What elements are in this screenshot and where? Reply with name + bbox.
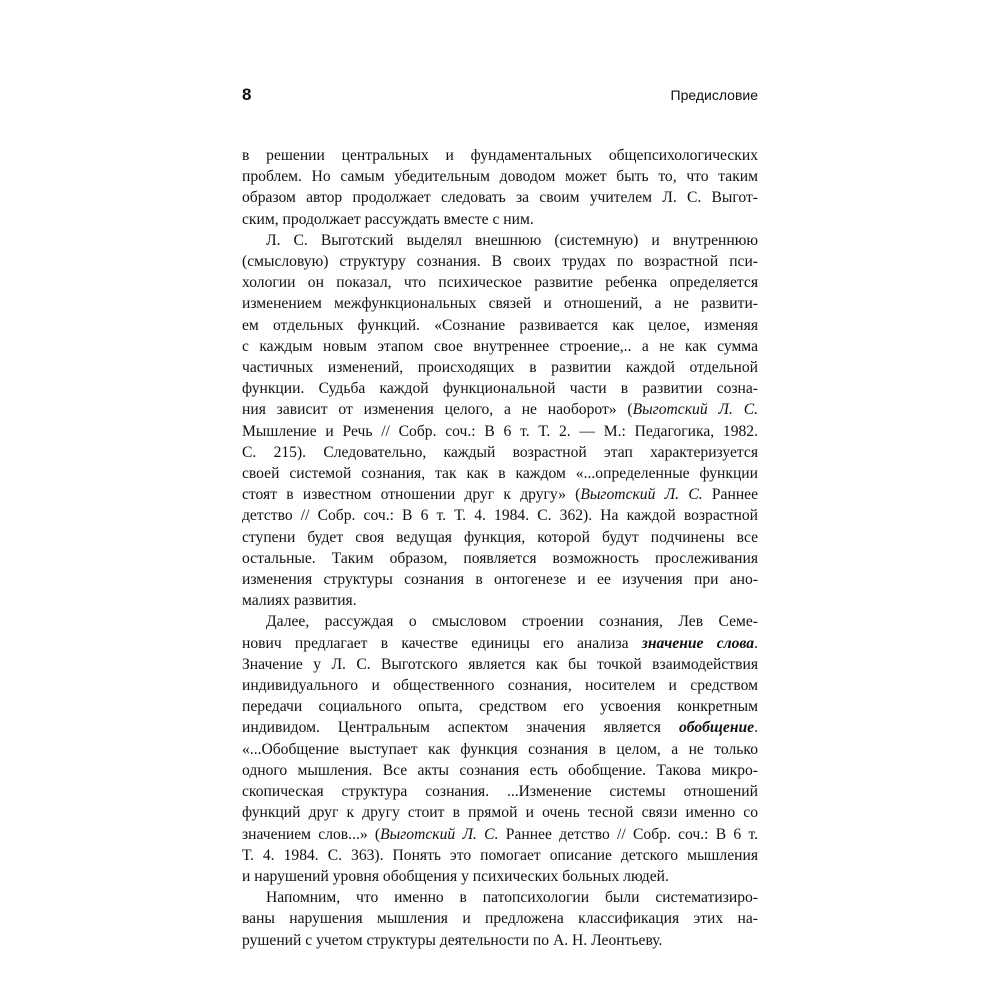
text-run: ступени будет своя ведущая функция, которой будут подчинены все xyxy=(242,528,758,546)
text-line xyxy=(242,336,758,357)
text-run: Далее, рассуждая о смысловом строении сознания, Лев Семе- xyxy=(266,613,758,631)
text-run: Значение у Л. С. Выготского является как бы точкой взаимодействия xyxy=(242,655,758,673)
text-line xyxy=(242,739,758,760)
text-line xyxy=(242,230,758,251)
text-line xyxy=(242,442,758,463)
text-run: значением слов...» ( xyxy=(242,825,381,843)
text-run: изменения структуры сознания в онтогенезе и ее изучения при ано- xyxy=(242,571,758,589)
page-header xyxy=(242,84,758,106)
text-line xyxy=(242,357,758,378)
body-text xyxy=(242,145,758,951)
running-title: Предисловие xyxy=(670,87,758,103)
text-run: «...Обобщение выступает как функция сознания в целом, а не только xyxy=(242,740,758,758)
text-run: в решении центральных и фундаментальных общепсихологических xyxy=(242,147,758,164)
text-run: функции. Судьба каждой функциональной части в развитии созна- xyxy=(242,380,758,398)
text-run: С. 215). Следовательно, каждый возрастной этап характеризуется xyxy=(242,443,758,461)
page-number: 8 xyxy=(242,85,252,104)
text-run: частичных изменений, происходящих в развитии каждой отдельной xyxy=(242,359,758,377)
text-run: нович предлагает в качестве единицы его анализа xyxy=(242,634,642,652)
text-line xyxy=(242,293,758,314)
text-line xyxy=(242,802,758,823)
text-run: индивидом. Центральным аспектом значения является xyxy=(242,719,679,737)
text-run: стоят в известном отношении друг к другу» ( xyxy=(242,486,581,504)
text-run: Раннее детство // Собр. соч.: В 6 т. xyxy=(498,825,759,843)
text-run: остальные. Таким образом, появляется возможность прослеживания xyxy=(242,549,758,567)
text-run: хологии он показал, что психическое развитие ребенка определяется xyxy=(242,274,758,292)
emphasized-text: Выготский Л. С. xyxy=(380,825,499,843)
text-line xyxy=(242,930,758,951)
text-line xyxy=(242,505,758,526)
text-run: функций друг к другу стоит в прямой и очень тесной связи именно со xyxy=(242,804,758,822)
text-line xyxy=(242,251,758,272)
text-line xyxy=(242,760,758,781)
text-run: ем отдельных функций. «Сознание развивается как целое, изменяя xyxy=(242,316,758,334)
emphasized-text: значение слова xyxy=(641,634,755,652)
text-run: индивидуального и общественного сознания, носителем и средством xyxy=(242,677,758,695)
text-line xyxy=(242,654,758,675)
text-line xyxy=(242,611,758,632)
text-line xyxy=(242,378,758,399)
text-line xyxy=(242,484,758,505)
text-line xyxy=(242,908,758,929)
text-run: передачи социального опыта, средством его усвоения конкретным xyxy=(242,698,758,716)
text-run: Напомним, что именно в патопсихологии были систематизиро- xyxy=(266,889,758,907)
text-run: ским, продолжает рассуждать вместе с ним. xyxy=(242,210,534,228)
text-run: . xyxy=(754,634,758,652)
text-line xyxy=(242,696,758,717)
text-line xyxy=(242,824,758,845)
text-line xyxy=(242,590,758,611)
text-run: одного мышления. Все акты сознания есть обобщение. Такова микро- xyxy=(242,761,758,779)
text-run: малиях развития. xyxy=(242,592,357,610)
text-run: ваны нарушения мышления и предложена классификация этих на- xyxy=(242,910,758,928)
text-run: ния зависит от изменения целого, а не наоборот» ( xyxy=(242,401,633,419)
text-line xyxy=(242,845,758,866)
text-run: проблем. Но самым убедительным доводом может быть то, что таким xyxy=(242,168,758,186)
text-line xyxy=(242,569,758,590)
text-run: (смысловую) структуру сознания. В своих трудах по возрастной пси- xyxy=(242,253,758,271)
text-run: изменением межфункциональных связей и отношений, а не развити- xyxy=(242,295,758,313)
text-line xyxy=(242,187,758,208)
text-line xyxy=(242,781,758,802)
text-run: образом автор продолжает следовать за своим учителем Л. С. Выгот- xyxy=(242,189,758,207)
text-run: Раннее xyxy=(702,486,759,504)
text-line xyxy=(242,166,758,187)
text-run: Л. С. Выготский выделял внешнюю (системную) и внутреннюю xyxy=(266,231,758,249)
text-line xyxy=(242,633,758,654)
emphasized-text: Выготский Л. С. xyxy=(632,401,759,419)
emphasized-text: обобщение xyxy=(678,719,755,737)
text-line xyxy=(242,527,758,548)
text-run: с каждым новым этапом свое внутреннее строение,.. а не как сумма xyxy=(242,337,758,355)
text-line xyxy=(242,463,758,484)
text-run: детство // Собр. соч.: В 6 т. Т. 4. 1984. С. 362). На каждой возрастной xyxy=(242,507,758,525)
emphasized-text: Выготский Л. С. xyxy=(580,486,703,504)
text-line xyxy=(242,399,758,420)
text-run: скопическая структура сознания. ...Изменение системы отношений xyxy=(242,783,758,801)
text-line xyxy=(242,209,758,230)
text-run: своей системой сознания, так как в каждом «...определенные функции xyxy=(242,465,758,483)
text-line xyxy=(242,548,758,569)
text-line xyxy=(242,272,758,293)
text-run: . xyxy=(754,719,758,737)
text-line xyxy=(242,675,758,696)
text-line xyxy=(242,421,758,442)
text-run: Т. 4. 1984. С. 363). Понять это помогает описание детского мышления xyxy=(242,846,758,864)
text-line xyxy=(242,145,758,166)
text-run: и нарушений уровня обобщения у психических больных людей. xyxy=(242,867,669,885)
text-run: рушений с учетом структуры деятельности по А. Н. Леонтьеву. xyxy=(242,931,663,949)
text-run: Мышление и Речь // Собр. соч.: В 6 т. Т. 2. — М.: Педагогика, 1982. xyxy=(242,422,758,440)
text-line xyxy=(242,315,758,336)
text-line xyxy=(242,717,758,738)
text-line xyxy=(242,866,758,887)
text-line xyxy=(242,887,758,908)
